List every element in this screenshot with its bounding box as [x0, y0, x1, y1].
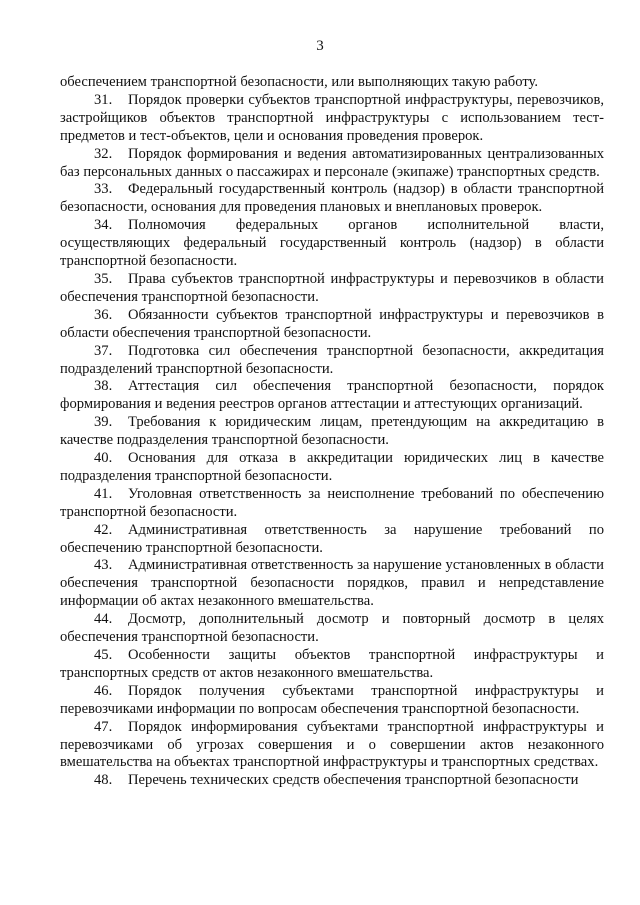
list-item — [60, 557, 604, 611]
list-item — [60, 378, 604, 414]
list-item — [60, 450, 604, 486]
list-item — [60, 486, 604, 522]
list-item-number: 47. — [94, 718, 113, 735]
list-item — [60, 414, 604, 450]
list-item — [60, 307, 604, 343]
list-item — [60, 719, 604, 773]
list-item-number: 36. — [94, 306, 113, 323]
list-item-text: Порядок проверки субъектов транспортной инфраструктуры, перевозчиков, застройщиков объектов транспортной инфраструктуры с использованием тест-предметов и тест-объектов, цели и основания проведения проверок. — [60, 91, 604, 144]
list-item-text: Основания для отказа в аккредитации юридических лиц в качестве подразделения транспортной безопасности. — [60, 450, 604, 484]
list-item-number: 45. — [94, 647, 113, 663]
list-item — [60, 683, 604, 719]
list-item-number: 40. — [94, 450, 113, 467]
list-item-text: Права субъектов транспортной инфраструктуры и перевозчиков в области обеспечения транспортной безопасности. — [60, 270, 604, 305]
page-number: 3 — [316, 38, 324, 54]
list-item — [60, 217, 604, 271]
list-item — [60, 647, 604, 683]
list-item — [60, 271, 604, 307]
list-item-text: Полномочия федеральных органов исполнительной власти, осуществляющих федеральный государственный контроль (надзор) в области транспортной безопасности. — [60, 217, 604, 270]
list-item — [60, 772, 604, 790]
list-item-text: Досмотр, дополнительный досмотр и повторный досмотр в целях обеспечения транспортной безопасности. — [60, 611, 604, 646]
list-item-text: Порядок получения субъектами транспортной инфраструктуры и перевозчиками информации по вопросам обеспечения транспортной безопасности. — [60, 682, 604, 717]
list-item-number: 42. — [94, 521, 113, 538]
list-item-text: Перечень технических средств обеспечения транспортной безопасности — [128, 772, 579, 789]
list-item-number: 43. — [94, 557, 113, 574]
list-item-number: 32. — [94, 145, 113, 162]
list-item-text: Аттестация сил обеспечения транспортной безопасности, порядок формирования и ведения реестров органов аттестации и аттестующих организаций. — [60, 378, 604, 413]
list-item-text: Требования к юридическим лицам, претендующим на аккредитацию в качестве подразделения транспортной безопасности. — [60, 414, 604, 449]
list-item-number: 39. — [94, 414, 113, 431]
list-item-number: 46. — [94, 682, 113, 699]
list-item-text: Обязанности субъектов транспортной инфраструктуры и перевозчиков в области обеспечения транспортной безопасности. — [60, 306, 604, 341]
list-item — [60, 522, 604, 558]
list-item-number: 48. — [94, 772, 113, 789]
list-item — [60, 146, 604, 182]
list-item — [60, 181, 604, 217]
list-item-text: Административная ответственность за нарушение установленных в области обеспечения транспортной безопасности порядков, правил и непредставление информации об актах незаконного вмешательства. — [60, 557, 604, 610]
list-item-text: Особенности защиты объектов транспортной инфраструктуры и транспортных средств от актов незаконного вмешательства. — [60, 647, 604, 681]
list-item-text: Порядок формирования и ведения автоматизированных централизованных баз персональных данных о пассажирах и персонале (экипаже) транспортных средств. — [60, 145, 604, 180]
list-item-text: Подготовка сил обеспечения транспортной безопасности, аккредитация подразделений транспортной безопасности. — [60, 342, 604, 377]
list-item-number: 38. — [94, 378, 113, 395]
list-item — [60, 611, 604, 647]
list-item — [60, 92, 604, 146]
numbered-list — [60, 92, 604, 790]
list-item-number: 41. — [94, 485, 113, 502]
document-body — [60, 74, 604, 790]
list-item-number: 33. — [94, 181, 113, 198]
list-item-text: Порядок информирования субъектами транспортной инфраструктуры и перевозчиками об угрозах совершения и о совершении актов незаконного вмешательства на объектах транспортной инфраструктуры и транспортных средствах. — [60, 718, 604, 771]
list-item-number: 35. — [94, 270, 113, 287]
list-item-text: Федеральный государственный контроль (надзор) в области транспортной безопасности, основания для проведения плановых и внеплановых проверок. — [60, 181, 604, 216]
list-item-number: 44. — [94, 611, 113, 628]
list-item-number: 34. — [94, 217, 113, 234]
list-item — [60, 343, 604, 379]
continuation-paragraph: обеспечением транспортной безопасности, или выполняющих такую работу. — [60, 74, 539, 90]
list-item-text: Уголовная ответственность за неисполнение требований по обеспечению транспортной безопасности. — [60, 485, 604, 520]
list-item-text: Административная ответственность за нарушение требований по обеспечению транспортной безопасности. — [60, 521, 604, 556]
list-item-number: 31. — [94, 91, 113, 108]
list-item-number: 37. — [94, 342, 113, 359]
